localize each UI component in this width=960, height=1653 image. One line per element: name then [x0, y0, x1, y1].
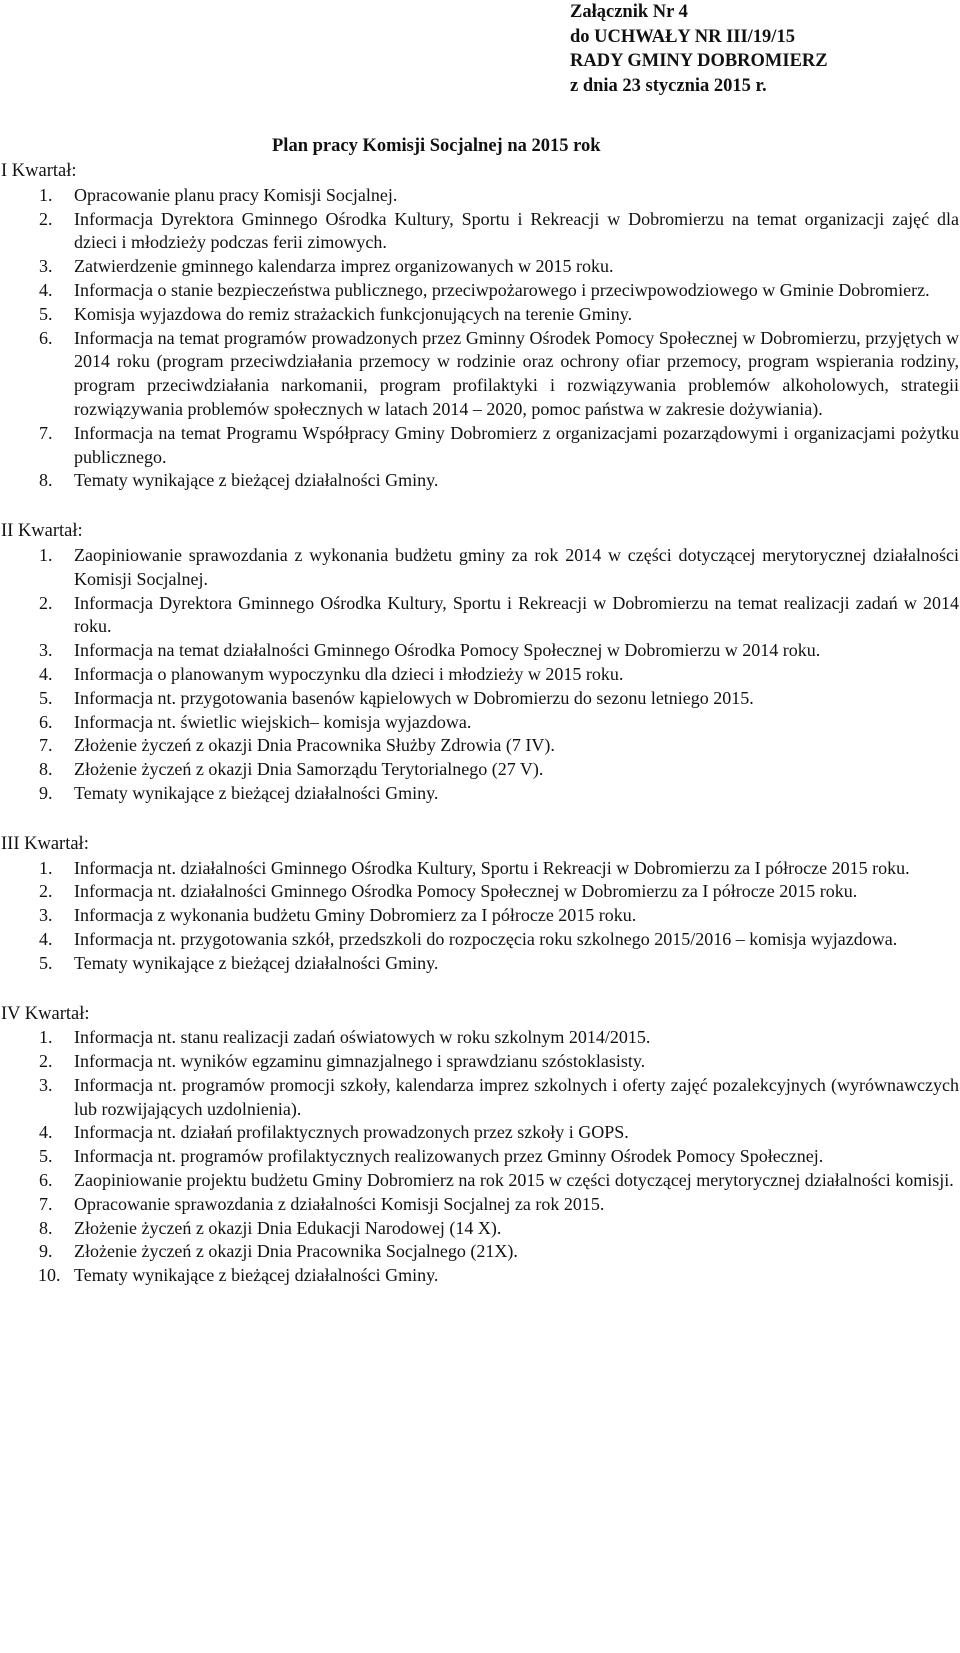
agenda-item-text: Informacja o planowanym wypoczynku dla dzieci i młodzieży w 2015 roku. — [74, 663, 624, 684]
agenda-item-number: 8. — [39, 1217, 53, 1238]
agenda-item-text: Informacja nt. stanu realizacji zadań oświatowych w roku szkolnym 2014/2015. — [74, 1027, 651, 1048]
agenda-item-text: Zatwierdzenie gminnego kalendarza imprez organizowanych w 2015 roku. — [74, 256, 614, 277]
agenda-item-text: Zaopiniowanie projektu budżetu Gminy Dobromierz na rok 2015 w części dotyczącej merytorycznej działalności komisji. — [74, 1170, 954, 1191]
document-title: Plan pracy Komisji Socjalnej na 2015 rok — [272, 136, 601, 156]
agenda-item — [1, 687, 959, 711]
quarter-heading: III Kwartał: — [1, 833, 89, 854]
agenda-item-number: 3. — [39, 1074, 53, 1095]
agenda-item-text: Tematy wynikające z bieżącej działalności Gminy. — [74, 952, 439, 973]
agenda-item — [1, 184, 959, 208]
agenda-item-number: 4. — [39, 1122, 53, 1143]
agenda-item — [1, 1217, 959, 1241]
agenda-item-text: Złożenie życzeń z okazji Dnia Pracownika Służby Zdrowia (7 IV). — [74, 735, 555, 756]
agenda-item-number: 8. — [39, 470, 53, 491]
agenda-item-number: 6. — [39, 327, 53, 348]
resolution-date: z dnia 23 stycznia 2015 r. — [570, 75, 767, 96]
agenda-item-text: Informacja na temat Programu Współpracy Gminy Dobromierz z organizacjami pozarządowymi i organizacjami pożytku publicznego. — [74, 422, 959, 467]
agenda-item — [1, 1240, 959, 1264]
agenda-item — [1, 327, 959, 422]
agenda-item-number: 6. — [39, 711, 53, 732]
resolution-number: do UCHWAŁY NR III/19/15 — [570, 26, 795, 47]
agenda-item-text: Złożenie życzeń z okazji Dnia Pracownika Socjalnego (21X). — [74, 1241, 518, 1262]
agenda-item-number: 3. — [39, 640, 53, 661]
agenda-item-text: Opracowanie planu pracy Komisji Socjalnej. — [74, 184, 398, 205]
agenda-item-number: 9. — [39, 1241, 53, 1262]
agenda-item-number: 10. — [38, 1265, 61, 1286]
quarter-section-q4 — [1, 1003, 959, 1289]
agenda-item — [1, 663, 959, 687]
agenda-item-text: Informacja na temat programów prowadzonych przez Gminny Ośrodek Pomocy Społecznej w Dobromierzu, przyjętych w 2014 roku (program przeciwdziałania przemocy w rodzinie oraz ochrony ofiar przemocy, program wspierania rodziny, program przeciwdziałania narkomanii, program profilaktyki i rozwiązywania problemów alkoholowych, strategii rozwiązywania problemów społecznych w latach 2014 – 2020, pomoc państwa w zakresie dożywiania). — [74, 327, 959, 419]
agenda-item-number: 5. — [39, 687, 53, 708]
agenda-item — [1, 758, 959, 782]
agenda-item — [1, 928, 959, 952]
agenda-item — [1, 469, 959, 493]
agenda-item — [1, 880, 959, 904]
quarter-heading: IV Kwartał: — [1, 1003, 90, 1024]
agenda-item-text: Tematy wynikające z bieżącej działalności Gminy. — [74, 470, 439, 491]
agenda-item-text: Tematy wynikające z bieżącej działalności Gminy. — [74, 782, 439, 803]
agenda-item-number: 5. — [39, 952, 53, 973]
agenda-item-number: 4. — [39, 663, 53, 684]
agenda-item-text: Informacja nt. działalności Gminnego Ośrodka Kultury, Sportu i Rekreacji w Dobromierzu za I półrocze 2015 roku. — [74, 857, 910, 878]
agenda-item — [1, 639, 959, 663]
agenda-item-text: Informacja nt. programów profilaktycznych realizowanych przez Gminny Ośrodek Pomocy Społecznej. — [74, 1146, 824, 1167]
quarter-section-q2 — [1, 520, 959, 806]
agenda-item-text: Informacja nt. wyników egzaminu gimnazjalnego i sprawdzianu szóstoklasisty. — [74, 1051, 646, 1072]
agenda-item-text: Złożenie życzeń z okazji Dnia Edukacji Narodowej (14 X). — [74, 1217, 502, 1238]
agenda-item — [1, 592, 959, 640]
agenda-list — [1, 184, 959, 493]
agenda-item — [1, 711, 959, 735]
agenda-item-number: 5. — [39, 1146, 53, 1167]
agenda-item-text: Złożenie życzeń z okazji Dnia Samorządu Terytorialnego (27 V). — [74, 759, 544, 780]
agenda-item — [1, 1145, 959, 1169]
agenda-item-text: Informacja na temat działalności Gminnego Ośrodka Pomocy Społecznej w Dobromierzu w 2014 roku. — [74, 640, 821, 661]
agenda-item-text: Informacja nt. działań profilaktycznych prowadzonych przez szkoły i GOPS. — [74, 1122, 629, 1143]
agenda-list — [1, 857, 959, 976]
quarter-section-q1 — [1, 160, 959, 493]
agenda-item-text: Zaopiniowanie sprawozdania z wykonania budżetu gminy za rok 2014 w części dotyczącej merytorycznej działalności Komisji Socjalnej. — [74, 544, 959, 589]
agenda-item — [1, 303, 959, 327]
agenda-item-text: Informacja o stanie bezpieczeństwa publicznego, przeciwpożarowego i przeciwpowodziowego w Gminie Dobromierz. — [74, 279, 930, 300]
agenda-item-number: 2. — [39, 1051, 53, 1072]
agenda-item — [1, 208, 959, 256]
agenda-item — [1, 279, 959, 303]
agenda-item — [1, 734, 959, 758]
agenda-list — [1, 544, 959, 806]
council-name: RADY GMINY DOBROMIERZ — [570, 51, 828, 72]
agenda-item — [1, 1169, 959, 1193]
agenda-item-number: 9. — [39, 782, 53, 803]
agenda-item-number: 7. — [39, 422, 53, 443]
quarter-heading: II Kwartał: — [1, 521, 83, 542]
agenda-item — [1, 422, 959, 470]
work-plan-content — [1, 160, 959, 1288]
agenda-item — [1, 1193, 959, 1217]
agenda-item — [1, 1264, 959, 1288]
agenda-item-text: Informacja nt. programów promocji szkoły, kalendarza imprez szkolnych i oferty zajęć pozalekcyjnych (wyrównawczych lub rozwijających uzdolnienia). — [74, 1074, 959, 1119]
agenda-item — [1, 1074, 959, 1122]
agenda-item-text: Informacja Dyrektora Gminnego Ośrodka Kultury, Sportu i Rekreacji w Dobromierzu na temat organizacji zajęć dla dzieci i młodzieży podczas ferii zimowych. — [74, 208, 959, 253]
agenda-item-number: 1. — [39, 184, 53, 205]
agenda-item-number: 1. — [39, 544, 53, 565]
agenda-item-number: 3. — [39, 905, 53, 926]
agenda-item-number: 2. — [39, 881, 53, 902]
agenda-item-number: 4. — [39, 928, 53, 949]
agenda-item-number: 2. — [39, 592, 53, 613]
agenda-item-text: Tematy wynikające z bieżącej działalności Gminy. — [74, 1265, 439, 1286]
agenda-item — [1, 952, 959, 976]
agenda-item-text: Informacja Dyrektora Gminnego Ośrodka Kultury, Sportu i Rekreacji w Dobromierzu na temat realizacji zadań w 2014 roku. — [74, 592, 959, 637]
quarter-heading: I Kwartał: — [1, 161, 77, 181]
agenda-item-number: 8. — [39, 759, 53, 780]
agenda-item — [1, 544, 959, 592]
agenda-item-number: 4. — [39, 279, 53, 300]
agenda-item-number: 1. — [39, 1027, 53, 1048]
agenda-item-number: 2. — [39, 208, 53, 229]
agenda-item — [1, 904, 959, 928]
agenda-item — [1, 1026, 959, 1050]
agenda-item-text: Informacja nt. przygotowania szkół, przedszkoli do rozpoczęcia roku szkolnego 2015/2016 – komisja wyjazdowa. — [74, 928, 898, 949]
agenda-item-number: 5. — [39, 303, 53, 324]
agenda-item-text: Komisja wyjazdowa do remiz strażackich funkcjonujących na terenie Gminy. — [74, 303, 633, 324]
quarter-section-q3 — [1, 833, 959, 976]
agenda-item — [1, 857, 959, 881]
agenda-item-text: Informacja z wykonania budżetu Gminy Dobromierz za I półrocze 2015 roku. — [74, 905, 637, 926]
agenda-item — [1, 255, 959, 279]
agenda-item — [1, 1050, 959, 1074]
agenda-item-number: 7. — [39, 1193, 53, 1214]
agenda-item — [1, 1121, 959, 1145]
agenda-item-number: 3. — [39, 256, 53, 277]
agenda-item-text: Informacja nt. przygotowania basenów kąpielowych w Dobromierzu do sezonu letniego 2015. — [74, 687, 754, 708]
attachment-number: Załącznik Nr 4 — [570, 2, 688, 22]
agenda-item-number: 6. — [39, 1170, 53, 1191]
agenda-item-number: 1. — [39, 857, 53, 878]
attachment-header — [570, 0, 950, 98]
agenda-item — [1, 782, 959, 806]
agenda-item-number: 7. — [39, 735, 53, 756]
agenda-list — [1, 1026, 959, 1288]
agenda-item-text: Informacja nt. działalności Gminnego Ośrodka Pomocy Społecznej w Dobromierzu za I półrocze 2015 roku. — [74, 881, 858, 902]
agenda-item-text: Opracowanie sprawozdania z działalności Komisji Socjalnej za rok 2015. — [74, 1193, 605, 1214]
agenda-item-text: Informacja nt. świetlic wiejskich– komisja wyjazdowa. — [74, 711, 472, 732]
